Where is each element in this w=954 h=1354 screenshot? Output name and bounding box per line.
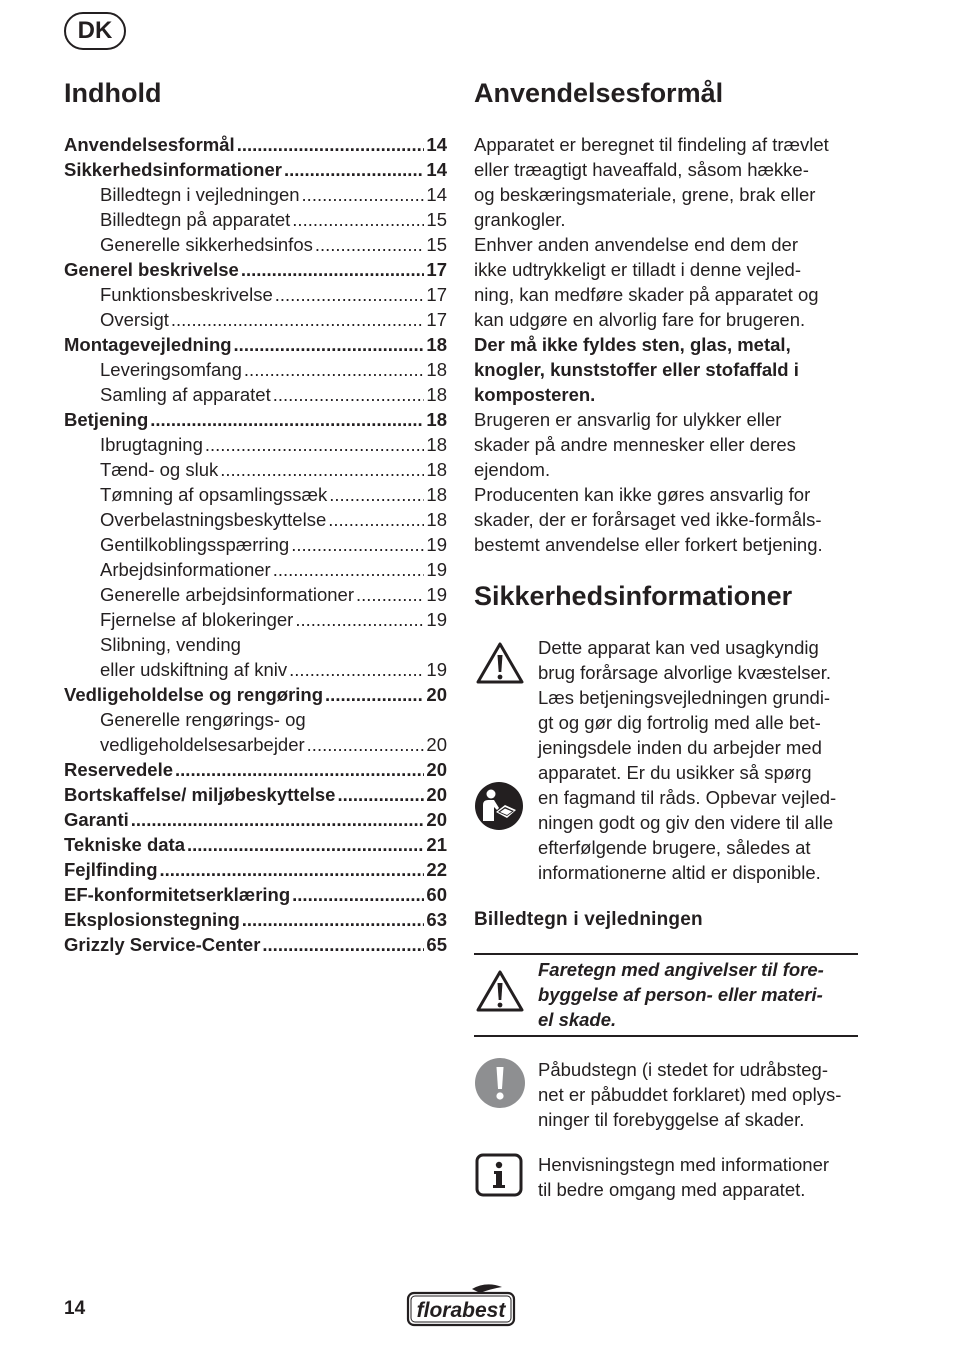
safety-intro-text: [538, 635, 858, 885]
text-line: Dette apparat kan ved usagkyndig: [538, 637, 819, 658]
text-line: og beskæringsmateriale, grene, brak eller: [474, 184, 816, 205]
toc-entry-page: 20: [426, 734, 447, 755]
toc-entry-title: Overbelastningsbeskyttelse: [100, 509, 327, 530]
warning-symbol-text: [538, 957, 858, 1032]
toc-entry-title: Fejlfinding: [64, 859, 158, 880]
toc-entry-title: Billedtegn i vejledningen: [100, 184, 300, 205]
toc-entry: [64, 557, 447, 582]
text-line: Påbudstegn (i stedet for udråbsteg-: [538, 1059, 829, 1080]
toc-leader-dots: [284, 157, 424, 182]
toc-entry-title: Leveringsomfang: [100, 359, 242, 380]
text-line: kan udgøre en alvorlig fare for brugeren.: [474, 309, 806, 330]
toc-entry-title: Generel beskrivelse: [64, 259, 239, 280]
toc-leader-dots: [292, 207, 424, 232]
text-line: Der må ikke fyldes sten, glas, metal,: [474, 334, 791, 355]
toc-entry: [64, 732, 447, 757]
toc-leader-dots: [205, 432, 425, 457]
toc-entry: [64, 432, 447, 457]
toc-entry: [64, 582, 447, 607]
text-line: jeningsdele inden du arbejder med: [538, 737, 822, 758]
toc-entry-page: 18: [426, 509, 447, 530]
text-line: gt og gør dig fortrolig med alle bet-: [538, 712, 821, 733]
read-manual-icon: [474, 781, 524, 831]
toc-entry-title: Fjernelse af blokeringer: [100, 609, 294, 630]
toc-entry-title: Arbejdsinformationer: [100, 559, 271, 580]
text-line: ningen godt og giv den videre til alle: [538, 812, 834, 833]
toc-entry-title: Slibning, vending: [100, 634, 241, 655]
toc-leader-dots: [242, 907, 425, 932]
toc-entry-title: Sikkerhedsinformationer: [64, 159, 282, 180]
purpose-paragraph-5: [474, 482, 858, 557]
toc-entry-title: Grizzly Service-Center: [64, 934, 261, 955]
text-line: Henvisningstegn med informationer: [538, 1154, 830, 1175]
toc-leader-dots: [175, 757, 424, 782]
text-line: informationerne altid er disponible.: [538, 862, 821, 883]
toc-entry-title: EF-konformitetserklæring: [64, 884, 291, 905]
toc-leader-dots: [244, 357, 425, 382]
toc-entry-page: 19: [426, 659, 447, 680]
toc-entry-page: 19: [426, 559, 447, 580]
toc-leader-dots: [291, 532, 424, 557]
text-line: el skade.: [538, 1009, 617, 1030]
toc-leader-dots: [356, 582, 424, 607]
warning-triangle-icon: [475, 969, 525, 1013]
toc-entry-page: 17: [426, 259, 447, 280]
toc-leader-dots: [273, 382, 425, 407]
safety-title: Sikkerhedsinformationer: [474, 581, 793, 611]
toc-entry-title: Gentilkoblingsspærring: [100, 534, 290, 555]
text-line: skader på andre mennesker eller deres: [474, 434, 796, 455]
toc-entry: [64, 282, 447, 307]
toc-entry-page: 21: [426, 834, 447, 855]
toc-entry-title: Generelle sikkerhedsinfos: [100, 234, 313, 255]
language-badge: DK: [64, 12, 126, 50]
text-line: Producenten kan ikke gøres ansvarlig for: [474, 484, 811, 505]
toc-entry-title: Garanti: [64, 809, 129, 830]
toc-entry: [64, 232, 447, 257]
toc-entry: [64, 757, 447, 782]
toc-title: Indhold: [64, 78, 162, 108]
toc-entry: [64, 707, 447, 732]
toc-entry-page: 17: [426, 309, 447, 330]
toc-entry: [64, 257, 447, 282]
exclamation-circle-icon: [474, 1057, 526, 1109]
text-line: knogler, kunststoffer eller stofaffald i: [474, 359, 799, 380]
info-symbol-text: [538, 1152, 858, 1202]
toc-entry: [64, 482, 447, 507]
text-line: Apparatet er beregnet til findeling af trævlet: [474, 134, 829, 155]
text-line: Læs betjeningsvejledningen grundi-: [538, 687, 831, 708]
toc-entry-title: Reservedele: [64, 759, 174, 780]
info-symbol-icon-cell: [474, 1152, 538, 1202]
toc-entry-page: 18: [426, 384, 447, 405]
toc-leader-dots: [187, 832, 424, 857]
toc-entry: [64, 332, 447, 357]
toc-entry-page: 14: [426, 184, 447, 205]
toc-entry-page: 18: [426, 434, 447, 455]
text-line: Faretegn med angivelser til fore-: [538, 959, 824, 980]
toc-entry-page: 22: [426, 859, 447, 880]
page-number: 14: [64, 1298, 86, 1319]
toc-entry-page: 19: [426, 609, 447, 630]
mandatory-symbol-text: [538, 1057, 858, 1132]
text-line: apparatet. Er du usikker så spørg: [538, 762, 812, 783]
toc-leader-dots: [337, 782, 424, 807]
text-line: efterfølgende brugere, således at: [538, 837, 811, 858]
text-line: ning, kan medføre skader på apparatet og: [474, 284, 819, 305]
toc-entry: [64, 207, 447, 232]
purpose-paragraph-4: [474, 407, 858, 482]
toc-leader-dots: [241, 257, 425, 282]
toc-leader-dots: [150, 407, 424, 432]
toc-entry: [64, 857, 447, 882]
toc-leader-dots: [307, 732, 425, 757]
toc-entry: [64, 832, 447, 857]
toc-leader-dots: [171, 307, 425, 332]
info-symbol-block: [474, 1152, 858, 1202]
toc-entry: [64, 682, 447, 707]
toc-entry-page: 18: [426, 459, 447, 480]
toc-entry-page: 20: [426, 684, 447, 705]
symbols-subtitle: Billedtegn i vejledningen: [474, 909, 703, 930]
toc-entry-title: Tømning af opsamlingssæk: [100, 484, 328, 505]
toc-leader-dots: [262, 932, 424, 957]
toc-leader-dots: [275, 282, 425, 307]
toc-entry-page: 17: [426, 284, 447, 305]
toc-entry-page: 19: [426, 584, 447, 605]
toc-entry: [64, 932, 447, 957]
toc-leader-dots: [328, 507, 424, 532]
toc-entry-page: 15: [426, 209, 447, 230]
toc-entry-title: Anvendelsesformål: [64, 134, 235, 155]
toc-entry: [64, 532, 447, 557]
info-box-icon: [475, 1153, 523, 1197]
purpose-paragraph-2: [474, 232, 858, 332]
text-line: grankogler.: [474, 209, 566, 230]
toc-entry-page: 19: [426, 534, 447, 555]
toc-entry-title: Tænd- og sluk: [100, 459, 219, 480]
toc-leader-dots: [329, 482, 424, 507]
toc-entry-title: eller udskiftning af kniv: [100, 659, 288, 680]
text-line: Brugeren er ansvarlig for ulykker eller: [474, 409, 782, 430]
toc-entry: [64, 182, 447, 207]
toc-entry-title: Oversigt: [100, 309, 169, 330]
toc-entry-page: 20: [426, 809, 447, 830]
toc-entry: [64, 357, 447, 382]
warning-symbol-icon-cell: [474, 957, 538, 1032]
text-line: Enhver anden anvendelse end dem der: [474, 234, 798, 255]
toc-entry-page: 18: [426, 484, 447, 505]
toc-entry: [64, 657, 447, 682]
toc-entry-page: 18: [426, 409, 447, 430]
logo-text: florabest: [416, 1299, 506, 1322]
purpose-title: Anvendelsesformål: [474, 78, 724, 108]
toc-leader-dots: [289, 657, 424, 682]
toc-entry-page: 20: [426, 784, 447, 805]
toc-entry-title: Samling af apparatet: [100, 384, 271, 405]
toc-leader-dots: [220, 457, 424, 482]
toc-entry: [64, 132, 447, 157]
text-line: net er påbuddet forklaret) med oplys-: [538, 1084, 842, 1105]
toc-leader-dots: [160, 857, 425, 882]
text-line: ejendom.: [474, 459, 551, 480]
text-line: ninger til forebyggelse af skader.: [538, 1109, 805, 1130]
toc-entry-title: Funktionsbeskrivelse: [100, 284, 273, 305]
toc-leader-dots: [237, 132, 425, 157]
toc-entry: [64, 782, 447, 807]
toc-entry-title: Billedtegn på apparatet: [100, 209, 291, 230]
warning-triangle-icon: [475, 641, 525, 685]
text-line: byggelse af person- eller materi-: [538, 984, 823, 1005]
toc-entry: [64, 307, 447, 332]
toc-entry-title: Eksplosionstegning: [64, 909, 240, 930]
toc-entry-title: Generelle arbejdsinformationer: [100, 584, 354, 605]
toc-leader-dots: [325, 682, 424, 707]
toc-entry-title: Vedligeholdelse og rengøring: [64, 684, 324, 705]
toc-entry: [64, 457, 447, 482]
toc-column: [64, 74, 447, 957]
text-line: en fagmand til råds. Opbevar vejled-: [538, 787, 837, 808]
toc-entry-title: vedligeholdelsesarbejder: [100, 734, 305, 755]
toc-entry-title: Generelle rengørings- og: [100, 709, 306, 730]
safety-intro-block: [474, 635, 858, 885]
toc-entry-page: 15: [426, 234, 447, 255]
toc-entry: [64, 157, 447, 182]
toc-leader-dots: [234, 332, 425, 357]
toc-entry: [64, 382, 447, 407]
toc-entry-page: 60: [426, 884, 447, 905]
text-line: bestemt anvendelse eller forkert betjening.: [474, 534, 823, 555]
toc-entry-page: 65: [426, 934, 447, 955]
text-line: skader, der er forårsaget ved ikke-formåls-: [474, 509, 822, 530]
safety-icons: [474, 635, 538, 885]
text-line: til bedre omgang med apparatet.: [538, 1179, 806, 1200]
toc-leader-dots: [273, 557, 425, 582]
toc-leader-dots: [131, 807, 425, 832]
toc-entry-title: Tekniske data: [64, 834, 185, 855]
warning-symbol-box: [474, 953, 858, 1037]
right-column: [474, 74, 858, 1202]
toc-entry-title: Betjening: [64, 409, 149, 430]
text-line: ikke udtrykkeligt er tilladt i denne vejled-: [474, 259, 801, 280]
purpose-paragraph-1: [474, 132, 858, 232]
text-line: komposteren.: [474, 384, 596, 405]
toc-entry-page: 14: [426, 159, 447, 180]
toc-entry-title: Bortskaffelse/ miljøbeskyttelse: [64, 784, 336, 805]
florabest-logo: [406, 1283, 516, 1332]
toc-entry-title: Montagevejledning: [64, 334, 232, 355]
purpose-text: [474, 132, 858, 557]
toc-entry: [64, 607, 447, 632]
toc-leader-dots: [315, 232, 425, 257]
mandatory-symbol-icon-cell: [474, 1057, 538, 1132]
mandatory-symbol-block: [474, 1057, 858, 1132]
toc-leader-dots: [302, 182, 425, 207]
toc-entry-page: 20: [426, 759, 447, 780]
toc-entry: [64, 907, 447, 932]
toc-entry-page: 18: [426, 359, 447, 380]
toc-entry-page: 63: [426, 909, 447, 930]
toc-entry-page: 14: [426, 134, 447, 155]
toc-entry-title: Ibrugtagning: [100, 434, 203, 455]
purpose-paragraph-3: [474, 332, 858, 407]
toc-entry: [64, 407, 447, 432]
toc-entry-page: 18: [426, 334, 447, 355]
toc-entry: [64, 882, 447, 907]
text-line: eller træagtigt haveaffald, såsom hække-: [474, 159, 809, 180]
toc-entry: [64, 507, 447, 532]
toc-list: [64, 132, 447, 957]
toc-leader-dots: [295, 607, 424, 632]
toc-entry: [64, 632, 447, 657]
toc-entry: [64, 807, 447, 832]
text-line: brug forårsage alvorlige kvæstelser.: [538, 662, 832, 683]
toc-leader-dots: [292, 882, 424, 907]
